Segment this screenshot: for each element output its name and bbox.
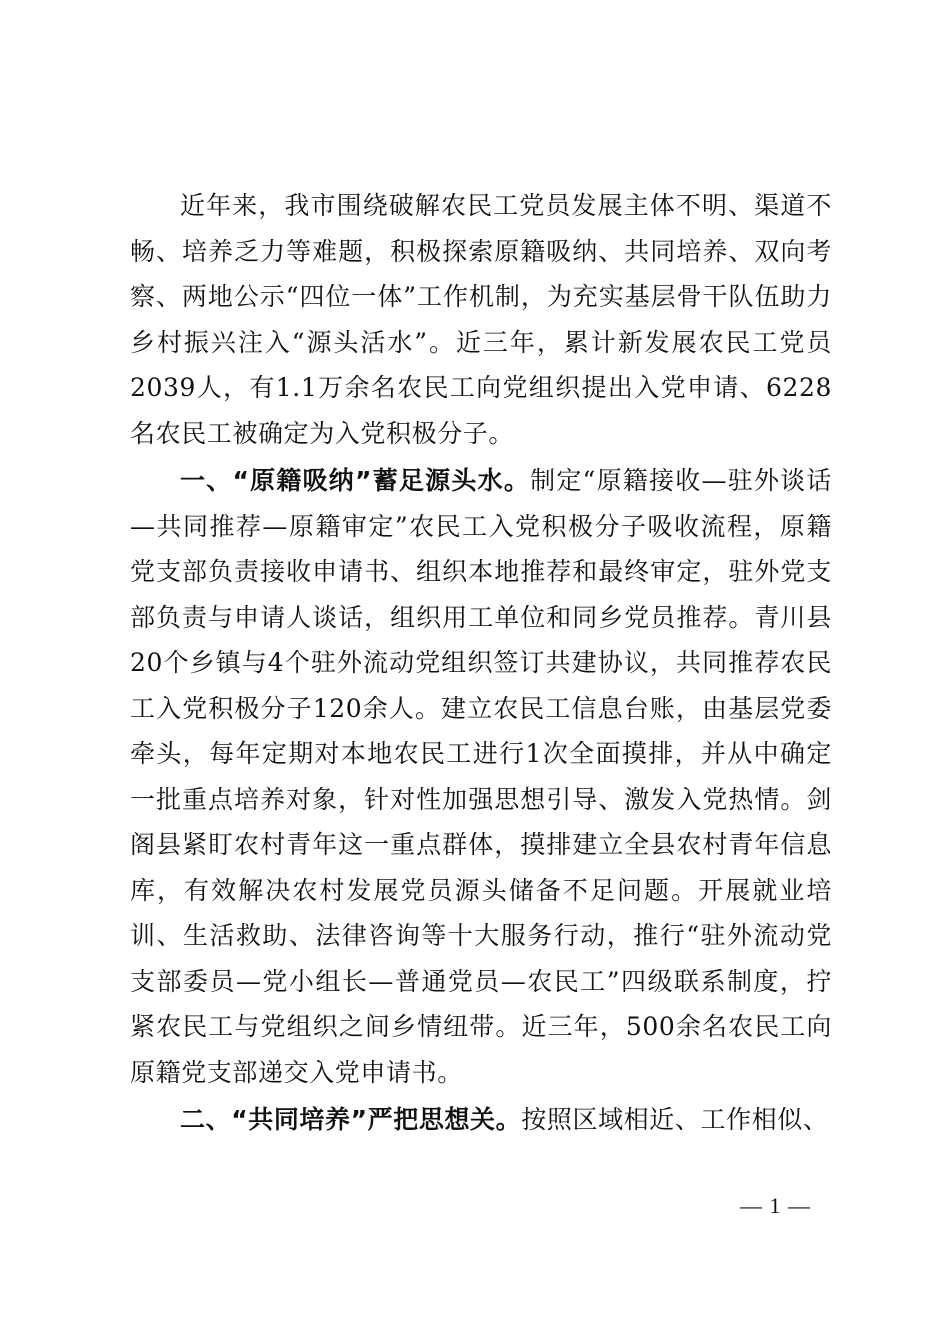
section-one-text: 制定“原籍接收—驻外谈话—共同推荐—原籍审定”农民工入党积极分子吸收流程，原籍党支部负责接收申请书、组织本地推荐和最终审定，驻外党支部负责与申请人谈话，组织用工单位和同乡党员推荐。青川县20个乡镇与4个驻外流动党组织签订共建协议，共同推荐农民工入党积极分子120余人。建立农民工信息台账，由基层党委牵头，每年定期对本地农民工进行1次全面摸排，并从中确定一批重点培养对象，针对性加强思想引导、激发入党热情。剑阁县紧盯农村青年这一重点群体，摸排建立全县农村青年信息库，有效解决农村发展党员源头储备不足问题。开展就业培训、生活救助、法律咨询等十大服务行动，推行“驻外流动党支部委员—党小组长—普通党员—农民工”四级联系制度，拧紧农民工与党组织之间乡情纽带。近三年，500余名农民工向原籍党支部递交入党申请书。 (130, 466, 833, 1087)
section-one-heading: 一、“原籍吸纳”蓄足源头水。 (180, 466, 531, 495)
intro-paragraph-text: 近年来，我市围绕破解农民工党员发展主体不明、渠道不畅、培养乏力等难题，积极探索原籍吸纳、共同培养、双向考察、两地公示“四位一体”工作机制，为充实基层骨干队伍助力乡村振兴注入“源头活水”。近三年，累计新发展农民工党员2039人，有1.1万余名农民工向党组织提出入党申请、6228名农民工被确定为入党积极分子。 (130, 191, 832, 448)
section-two-text: 按照区域相近、工作相似、 (521, 1105, 829, 1134)
section-one-paragraph (130, 458, 832, 1095)
section-two-paragraph (130, 1097, 832, 1143)
document-body (130, 183, 832, 1143)
intro-paragraph (130, 183, 832, 456)
page-number: — 1 — (740, 1193, 811, 1218)
section-two-heading: 二、“共同培养”严把思想关。 (180, 1105, 522, 1134)
